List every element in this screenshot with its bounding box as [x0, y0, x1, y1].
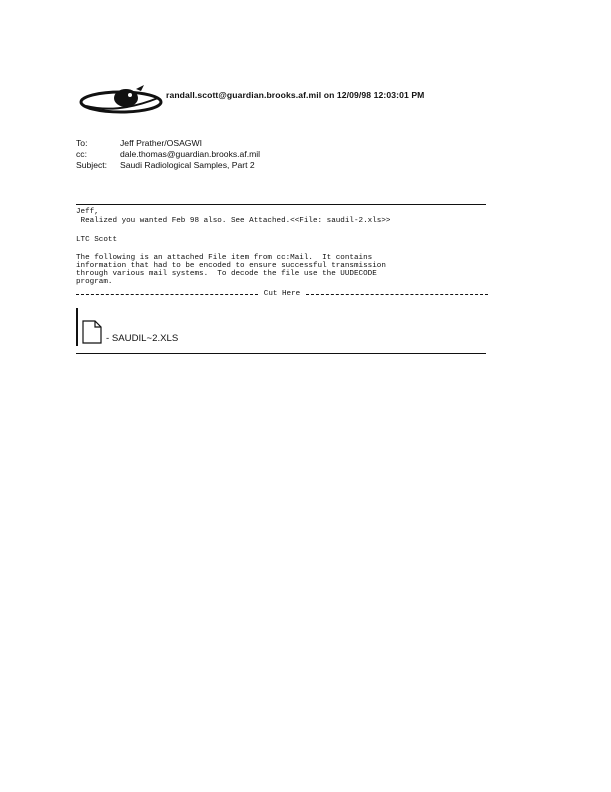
signature: LTC Scott: [76, 236, 118, 244]
subject-label: Subject:: [76, 160, 108, 170]
mail-logo-icon: [78, 84, 164, 118]
to-label: To:: [76, 138, 88, 148]
message-line: Realized you wanted Feb 98 also. See Attached.<<File: saudil-2.xls>>: [76, 217, 391, 225]
sender-line: randall.scott@guardian.brooks.af.mil on 12/09/98 12:03:01 PM: [166, 90, 425, 100]
file-icon[interactable]: [82, 320, 102, 344]
subject-row: [76, 160, 255, 170]
bottom-divider: [76, 353, 486, 354]
notice-line: The following is an attached File item from cc:Mail. It contains: [76, 254, 373, 262]
to-row: [76, 138, 202, 148]
to-value: Jeff Prather/OSAGWI: [120, 138, 202, 148]
cut-here-label: Cut Here: [263, 289, 301, 298]
cc-value: dale.thomas@guardian.brooks.af.mil: [120, 149, 261, 159]
notice-line: information that had to be encoded to ensure successful transmission: [76, 262, 386, 270]
notice-line: through various mail systems. To decode the file use the UUDECODE: [76, 270, 377, 278]
cut-here-divider: [76, 289, 488, 299]
attachment-filename[interactable]: - SAUDIL~2.XLS: [106, 333, 179, 344]
top-divider: [76, 204, 486, 205]
attachment-marker: [76, 308, 78, 346]
subject-value: Saudi Radiological Samples, Part 2: [120, 160, 255, 170]
cc-row: [76, 149, 260, 159]
greeting: Jeff,: [76, 208, 99, 216]
cc-label: cc:: [76, 149, 87, 159]
notice-line: program.: [76, 278, 113, 286]
dashed-line: [76, 294, 258, 295]
dashed-line: [306, 294, 488, 295]
